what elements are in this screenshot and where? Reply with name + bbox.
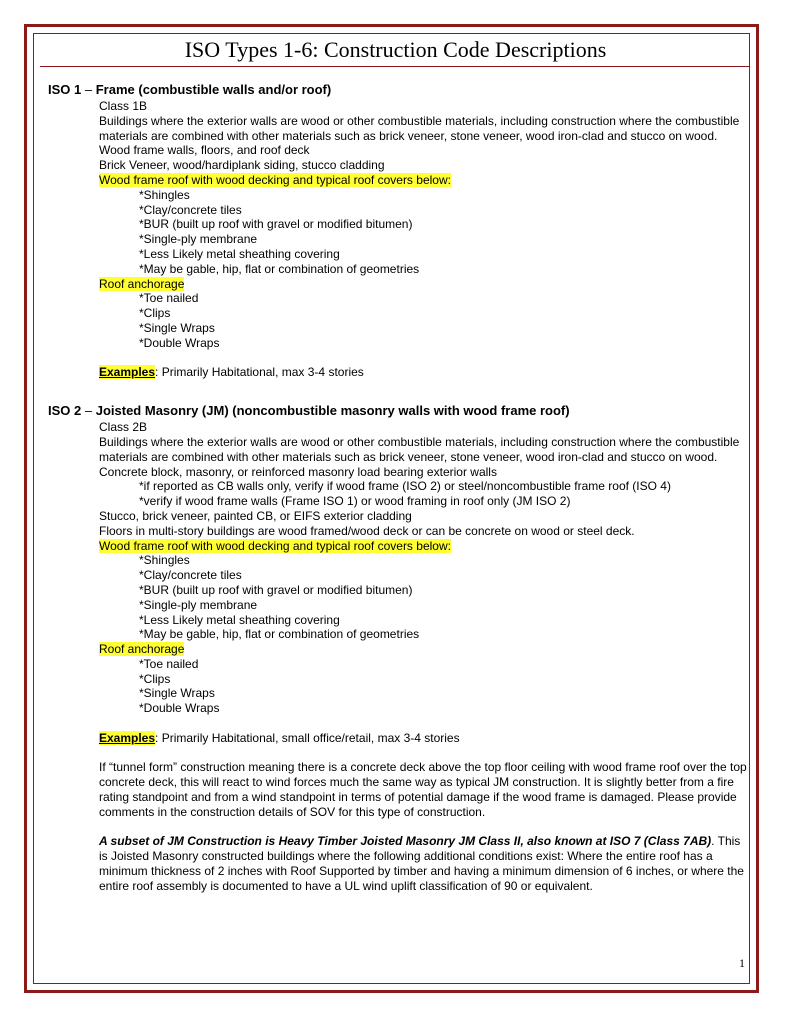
iso2-examples bbox=[48, 731, 748, 746]
iso1-examples bbox=[48, 365, 748, 380]
iso2-title: Joisted Masonry (JM) (noncombustible masonry walls with wood frame roof) bbox=[95, 403, 570, 419]
iso2-roof-cover-item: *Single-ply membrane bbox=[139, 597, 258, 612]
iso2-heading bbox=[48, 402, 748, 420]
iso1-roof-heading: Wood frame roof with wood decking and typical roof covers below: bbox=[99, 172, 451, 187]
iso1-heading bbox=[48, 81, 748, 99]
iso2-floors-line: Floors in multi-story buildings are wood framed/wood deck or can be concrete on wood or steel deck. bbox=[99, 523, 635, 538]
iso2-anchorage-item: *Single Wraps bbox=[139, 686, 215, 701]
page-title: ISO Types 1-6: Construction Code Descriptions bbox=[184, 37, 607, 62]
iso2-examples-text: : Primarily Habitational, small office/retail, max 3-4 stories bbox=[155, 730, 460, 745]
iso2-roof-cover-item: *May be gable, hip, flat or combination of geometries bbox=[139, 627, 420, 642]
iso2-code: ISO 2 bbox=[48, 403, 82, 419]
iso2-anchorage-item: *Clips bbox=[139, 671, 171, 686]
iso1-roof-cover-item: *Less Likely metal sheathing covering bbox=[139, 246, 340, 261]
iso2-anchorage-item: *Double Wraps bbox=[139, 701, 220, 716]
page-number: 1 bbox=[739, 956, 745, 970]
iso1-class: Class 1B bbox=[99, 99, 148, 113]
iso1-cladding-line: Brick Veneer, wood/hardiplank siding, stucco cladding bbox=[99, 158, 385, 173]
iso2-roof-heading: Wood frame roof with wood decking and typical roof covers below: bbox=[99, 538, 451, 553]
iso1-roof-cover-item: *Clay/concrete tiles bbox=[139, 202, 242, 217]
iso2-anchorage-heading-row bbox=[48, 642, 748, 657]
iso1-description: Buildings where the exterior walls are wood or other combustible materials, including construction where the combustible materials are combined with other materials such as brick veneer, stone veneer, wood iron-clad and stucco on wood. bbox=[99, 113, 740, 143]
iso1-walls-line: Wood frame walls, floors, and roof deck bbox=[99, 143, 310, 158]
iso2-roof-cover-item: *Clay/concrete tiles bbox=[139, 568, 242, 583]
iso2-heavy-timber-paragraph bbox=[48, 834, 748, 893]
iso1-anchorage-item: *Clips bbox=[139, 306, 171, 321]
iso2-note: *verify if wood frame walls (Frame ISO 1) or wood framing in roof only (JM ISO 2) bbox=[139, 494, 571, 509]
iso1-roof-cover-item: *Single-ply membrane bbox=[139, 232, 258, 247]
iso2-roof-cover-item: *Less Likely metal sheathing covering bbox=[139, 612, 340, 627]
iso1-anchorage-item: *Double Wraps bbox=[139, 335, 220, 350]
title-divider bbox=[40, 66, 749, 67]
iso2-class: Class 2B bbox=[99, 420, 148, 435]
iso1-examples-text: : Primarily Habitational, max 3-4 stories bbox=[155, 365, 364, 380]
iso1-roof-cover-item: *Shingles bbox=[139, 187, 190, 202]
iso2-tunnel-form-paragraph: If “tunnel form” construction meaning there is a concrete deck above the top floor ceiling with wood frame roof over the top concrete deck, this will react to wind forces much the same way as typical JM construction. It is slightly better from a fire rating standpoint and from a wind standpoint in terms of potential damage if the wood frame is damaged. Please provide comments in the construction details of SOV for this type of construction. bbox=[99, 760, 747, 819]
iso2-walls-line: Concrete block, masonry, or reinforced masonry load bearing exterior walls bbox=[99, 464, 497, 479]
iso2-roof-cover-item: *BUR (built up roof with gravel or modified bitumen) bbox=[139, 582, 413, 597]
iso2-note: *if reported as CB walls only, verify if wood frame (ISO 2) or steel/noncombustible frame roof (ISO 4) bbox=[139, 479, 671, 494]
iso1-anchorage-heading: Roof anchorage bbox=[99, 276, 185, 291]
iso1-anchorage-item: *Single Wraps bbox=[139, 320, 215, 335]
iso2-dash: – bbox=[84, 403, 93, 419]
iso2-heavy-timber-text: . This is Joisted Masonry constructed buildings where the following additional conditions exist: Where the entire roof has a minimum thickness of 2 inches with Roof Supported by timber and having a minimum dimension of 6 inches, or where the entire roof assembly is documented to have a UL wind uplift classification of 90 or equivalent. bbox=[99, 834, 744, 893]
document-body bbox=[48, 81, 748, 894]
iso1-anchorage-heading-row bbox=[48, 277, 748, 292]
iso1-anchorage-item: *Toe nailed bbox=[139, 291, 199, 306]
iso2-roof-heading-row bbox=[48, 539, 748, 554]
iso1-title: Frame (combustible walls and/or roof) bbox=[95, 82, 332, 97]
iso2-cladding-line: Stucco, brick veneer, painted CB, or EIFS exterior cladding bbox=[99, 508, 412, 523]
iso1-examples-label: Examples bbox=[99, 365, 156, 380]
iso2-anchorage-heading: Roof anchorage bbox=[99, 642, 185, 657]
iso2-anchorage-item: *Toe nailed bbox=[139, 656, 199, 671]
iso1-roof-cover-item: *May be gable, hip, flat or combination of geometries bbox=[139, 261, 420, 276]
iso1-roof-cover-item: *BUR (built up roof with gravel or modified bitumen) bbox=[139, 217, 413, 232]
iso2-heavy-timber-lead: A subset of JM Construction is Heavy Timber Joisted Masonry JM Class II, also known at ISO 7 (Class 7AB) bbox=[99, 834, 712, 849]
iso2-description: Buildings where the exterior walls are wood or other combustible materials, including construction where the combustible materials are combined with other materials such as brick veneer, stone veneer, wood iron-clad and stucco on wood. bbox=[99, 434, 740, 464]
iso1-code: ISO 1 bbox=[48, 82, 82, 97]
iso2-roof-cover-item: *Shingles bbox=[139, 553, 190, 568]
iso2-examples-label: Examples bbox=[99, 730, 156, 745]
iso1-roof-heading-row bbox=[48, 173, 748, 188]
iso1-dash: – bbox=[84, 82, 93, 97]
